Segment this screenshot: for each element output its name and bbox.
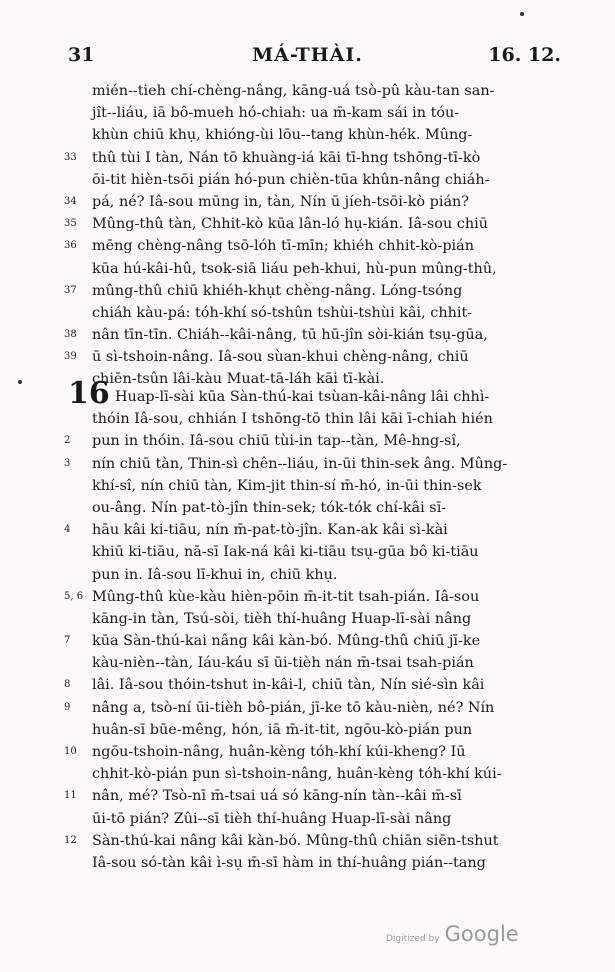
verse-text: thû tùi I tàn, Nán tō khuàng-iá kāi tī-hng tshōng-tī-kò bbox=[92, 149, 481, 166]
verse-number: 4 bbox=[64, 524, 71, 536]
verse-text: mēng chèng-nâng tsō-lóh tī-mīn; khiéh chhit-kò-pián bbox=[92, 238, 474, 255]
text-line bbox=[0, 235, 615, 257]
verse-text: hāu kâi ki-tiāu, nín m̄-pat-tò-jîn. Kan-ak kâi sì-kài bbox=[92, 522, 448, 539]
text-line bbox=[0, 80, 615, 102]
text-line bbox=[0, 302, 615, 324]
verse-text: Mûng-thû kùe-kàu hièn-pōin m̄-it-tit tsah-pián. Iâ-sou bbox=[92, 588, 480, 605]
verse-text: nâng a, tsò-ní ūi-tièh bô-pián, jī-ke tō kàu-nièn, né? Nín bbox=[92, 699, 495, 716]
verse-text: khùn chiū khụ, khióng-ùi lōu--tang khùn-hék. Mûng- bbox=[92, 127, 473, 144]
verse-number: 2 bbox=[64, 435, 71, 447]
text-line bbox=[0, 741, 615, 763]
verse-number: 35 bbox=[64, 218, 77, 230]
text-line bbox=[0, 475, 615, 497]
verse-number: 10 bbox=[64, 746, 77, 757]
text-line bbox=[0, 785, 615, 807]
verse-text: jît--liáu, iā bô-mueh hó-chiah: ua m̄-kam sái in tóu- bbox=[92, 105, 460, 122]
verse-text: pun in thóin. Iâ-sou chiū tùi-in tap--tàn, Mê-hng-sî, bbox=[92, 433, 461, 450]
text-line bbox=[0, 519, 615, 541]
verse-text: ou-âng. Nín pat-tò-jîn thin-sek; tók-tók chí-kâi sī- bbox=[92, 499, 447, 516]
verse-text: Sàn-thú-kai nâng kâi kàn-bó. Mûng-thû chiān siēn-tshut bbox=[92, 832, 499, 849]
text-line bbox=[0, 763, 615, 785]
chapter-15-text bbox=[0, 80, 615, 391]
verse-text: chiēn-tsûn lâi-kàu Muat-tā-láh kāi tī-kài. bbox=[92, 371, 385, 388]
verse-text: kàu-nièn--tàn, Iáu-káu sī ūi-tièh nán m̄-tsai tsah-pián bbox=[92, 655, 474, 672]
text-line bbox=[0, 169, 615, 191]
text-line bbox=[0, 808, 615, 830]
verse-text: kūa Sàn-thú-kai nâng kâi kàn-bó. Mûng-thû chiū jī-ke bbox=[92, 633, 481, 650]
verse-text: ū sì-tshoin-nâng. Iâ-sou sùan-khui chèng-nâng, chiū bbox=[92, 349, 469, 366]
chapter-16-text bbox=[0, 386, 615, 874]
verse-number: 39 bbox=[64, 351, 77, 363]
verse-text: mién--tieh chí-chèng-nâng, kāng-uá tsò-pû kàu-tan san- bbox=[92, 83, 495, 99]
verse-number: 12 bbox=[64, 834, 77, 846]
verse-number: 36 bbox=[64, 240, 77, 252]
verse-text: chiáh kàu-pá: tóh-khí só-tshûn tshùi-tshùi kâi, chhit- bbox=[92, 304, 473, 321]
text-line bbox=[0, 630, 615, 652]
verse-text: nín chiū tàn, Thin-sì chên--liáu, in-ūi thin-sek âng. Mûng- bbox=[92, 455, 508, 472]
page-header bbox=[0, 44, 615, 74]
book-title: MÁ-THÀI. bbox=[252, 44, 363, 66]
text-line bbox=[0, 346, 615, 368]
google-logo-text: Google bbox=[444, 922, 519, 946]
text-line bbox=[0, 280, 615, 302]
text-line bbox=[0, 124, 615, 146]
text-line bbox=[0, 608, 615, 630]
verse-text: ngōu-tshoin-nâng, huân-kèng tóh-khí kúi-kheng? Iū bbox=[92, 744, 466, 760]
text-line bbox=[0, 430, 615, 452]
page-number: 31 bbox=[68, 44, 95, 66]
verse-text: thóin Iâ-sou, chhián I tshōng-tō thin lâi kāi ī-chiah hién bbox=[92, 411, 493, 428]
text-line bbox=[0, 674, 615, 696]
verse-text: Iâ-sou só-tàn kâi ì-sụ m̄-sī hàm in thí-huâng pián--tang bbox=[92, 854, 486, 871]
verse-text: ōi-tit hièn-tsōi pián hó-pun chièn-tūa khûn-nâng chiáh- bbox=[92, 171, 490, 188]
text-line bbox=[0, 102, 615, 124]
verse-number: 37 bbox=[64, 284, 77, 296]
verse-number: 34 bbox=[64, 195, 77, 207]
text-line bbox=[0, 408, 615, 430]
text-line bbox=[0, 719, 615, 741]
verse-number: 8 bbox=[64, 679, 71, 691]
text-line bbox=[0, 541, 615, 563]
verse-text: Huap-lī-sài kūa Sàn-thú-kai tsùan-kâi-nâng lâi chhì- bbox=[115, 389, 490, 405]
verse-number: 5, 6 bbox=[64, 590, 84, 602]
chapter-number: 16 bbox=[68, 376, 110, 411]
verse-text: chhit-kò-pián pun sì-tshoin-nâng, huân-kèng tóh-khí kúi- bbox=[92, 766, 502, 783]
text-line bbox=[0, 830, 615, 852]
verse-text: Mûng-thû tàn, Chhit-kò kūa lân-ló hụ-kián. Iâ-sou chiū bbox=[92, 216, 489, 233]
text-line bbox=[0, 191, 615, 213]
text-line bbox=[0, 652, 615, 674]
verse-text: pun in. Iâ-sou lī-khui in, chiū khụ. bbox=[92, 566, 338, 583]
text-line bbox=[0, 324, 615, 346]
verse-text: khiū ki-tiāu, nā-sī Iak-ná kâi ki-tiāu tsụ-gūa bô ki-tiāu bbox=[92, 544, 479, 561]
text-line bbox=[0, 453, 615, 475]
verse-number: 33 bbox=[64, 151, 77, 163]
verse-text: nân, mé? Tsò-nī m̄-tsai uá só kāng-nín tàn--kâi m̄-sī bbox=[92, 788, 462, 805]
verse-number: 7 bbox=[64, 635, 71, 647]
verse-text: huân-sī būe-mêng, hón, iā m̄-it-tit, ngōu-kò-pián pun bbox=[92, 721, 473, 738]
chapter-verse-reference: 16. 12. bbox=[488, 44, 561, 66]
verse-number: 9 bbox=[64, 701, 71, 713]
verse-text: mûng-thû chiū khiéh-khụt chèng-nâng. Lóng-tsóng bbox=[92, 282, 463, 299]
digitized-by-label: Digitized by bbox=[386, 934, 440, 944]
text-line bbox=[0, 852, 615, 874]
verse-text: kāng-in tàn, Tsú-sòi, tièh thí-huâng Huap-lī-sài nâng bbox=[92, 610, 472, 627]
verse-text: kūa hú-kâi-hû, tsok-siā liáu peh-khui, hù-pun mûng-thû, bbox=[92, 260, 497, 277]
verse-text: khí-sî, nín chiū tàn, Kim-jit thin-sí m̄-hó, in-ūi thin-sek bbox=[92, 477, 482, 494]
text-line bbox=[0, 258, 615, 280]
verse-number: 11 bbox=[64, 790, 77, 802]
text-line bbox=[0, 386, 615, 408]
text-line bbox=[0, 147, 615, 169]
text-line bbox=[0, 213, 615, 235]
verse-number: 3 bbox=[64, 457, 71, 469]
verse-text: pá, né? Iâ-sou mūng in, tàn, Nín ū jíeh-tsōi-kò pián? bbox=[92, 193, 470, 210]
text-line bbox=[0, 564, 615, 586]
verse-text: nân tīn-tīn. Chiáh--kâi-nâng, tū hū-jîn sòi-kián tsụ-gūa, bbox=[92, 327, 488, 344]
text-line bbox=[0, 497, 615, 519]
verse-number: 38 bbox=[64, 329, 77, 341]
margin-dot bbox=[520, 12, 524, 16]
verse-text: lâi. Iâ-sou thóin-tshut in-kâi-l, chiū tàn, Nín sié-sìn kâi bbox=[92, 677, 485, 694]
text-line bbox=[0, 697, 615, 719]
verse-text: ūi-tō pián? Zûi--sī tièh thí-huâng Huap-lī-sài nâng bbox=[92, 810, 452, 827]
digitization-watermark bbox=[386, 922, 546, 946]
text-line bbox=[0, 586, 615, 608]
